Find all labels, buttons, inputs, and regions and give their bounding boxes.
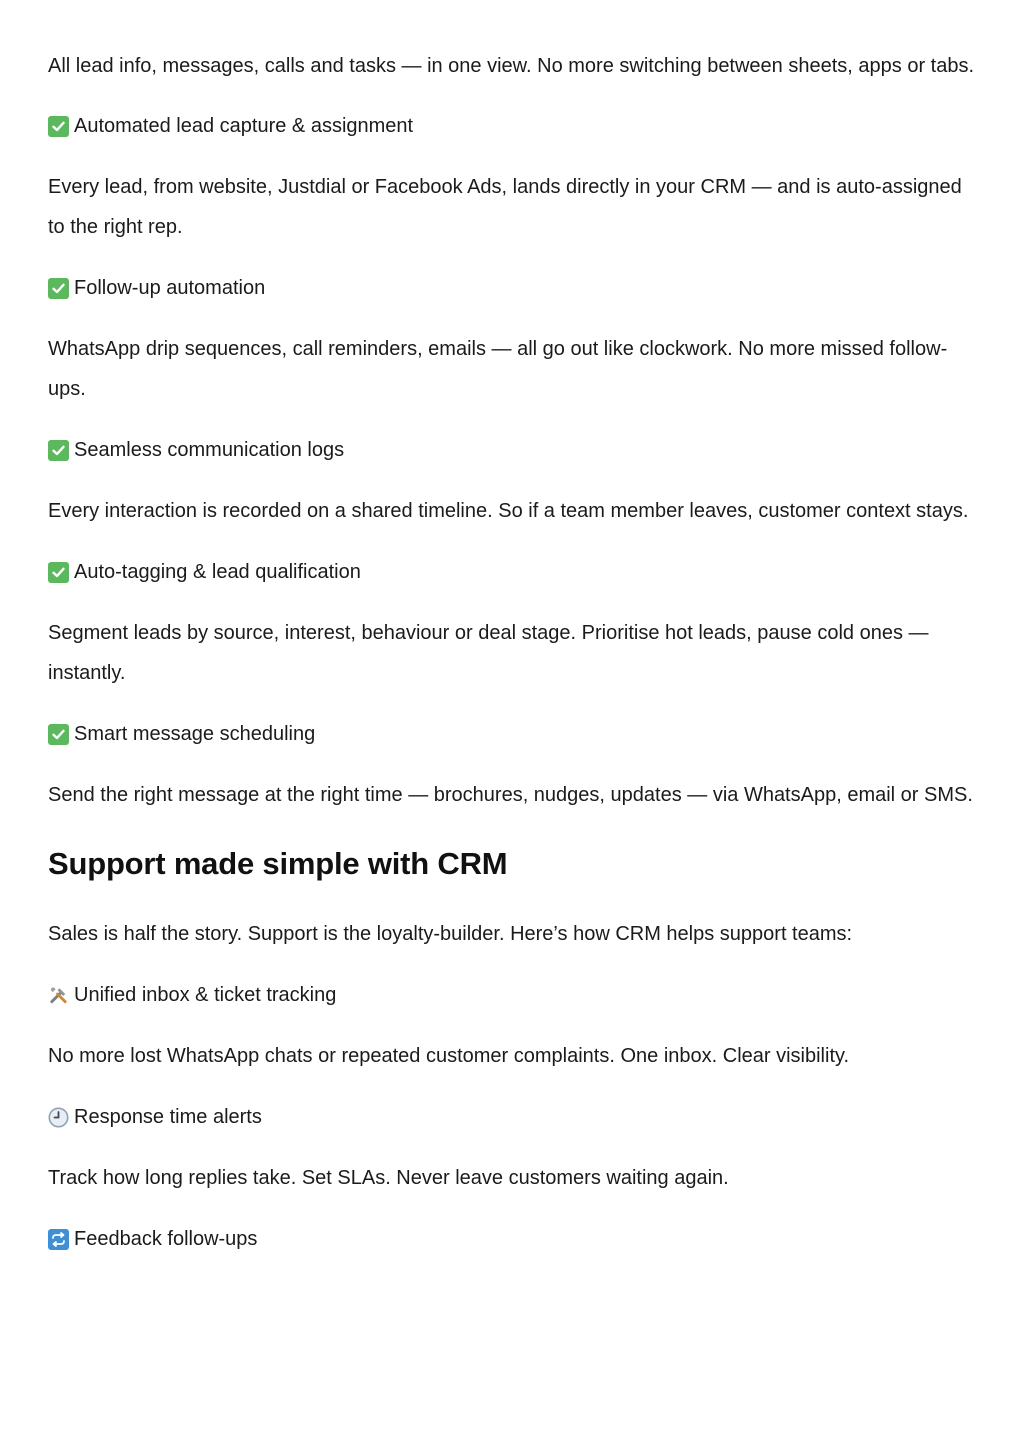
check-mark-icon bbox=[48, 440, 69, 461]
check-mark-icon bbox=[48, 724, 69, 745]
feature-title: Follow-up automation bbox=[74, 276, 266, 299]
feature-description: WhatsApp drip sequences, call reminders, emails — all go out like clockwork. No more missed follow-ups. bbox=[48, 338, 948, 400]
feature-lead-capture bbox=[48, 106, 983, 146]
feature-feedback-follow-ups bbox=[48, 1219, 983, 1259]
feature-title: Response time alerts bbox=[74, 1105, 262, 1128]
feature-title: Unified inbox & ticket tracking bbox=[74, 983, 337, 1006]
feature-title: Smart message scheduling bbox=[74, 722, 316, 745]
intro-paragraph: All lead info, messages, calls and tasks — in one view. No more switching between sheets, apps or tabs. bbox=[48, 55, 975, 77]
feature-auto-tagging bbox=[48, 552, 983, 592]
check-mark-icon bbox=[48, 278, 69, 299]
article-body bbox=[48, 0, 983, 1259]
feature-title: Auto-tagging & lead qualification bbox=[74, 560, 361, 583]
feature-unified-inbox bbox=[48, 975, 983, 1015]
feature-description: No more lost WhatsApp chats or repeated customer complaints. One inbox. Clear visibility. bbox=[48, 1045, 850, 1067]
feature-description: Track how long replies take. Set SLAs. Never leave customers waiting again. bbox=[48, 1167, 729, 1189]
feature-title: Automated lead capture & assignment bbox=[74, 114, 414, 137]
section-heading: Support made simple with CRM bbox=[48, 846, 508, 881]
repeat-arrows-icon bbox=[48, 1229, 69, 1250]
feature-response-time-alerts bbox=[48, 1097, 983, 1137]
feature-title: Feedback follow-ups bbox=[74, 1227, 258, 1250]
hammer-and-wrench-icon bbox=[48, 985, 69, 1006]
section-intro: Sales is half the story. Support is the loyalty-builder. Here’s how CRM helps support teams: bbox=[48, 923, 853, 945]
feature-description: Segment leads by source, interest, behaviour or deal stage. Prioritise hot leads, pause cold ones — instantly. bbox=[48, 622, 929, 684]
feature-description: Send the right message at the right time — brochures, nudges, updates — via WhatsApp, email or SMS. bbox=[48, 784, 973, 806]
clock-icon bbox=[48, 1107, 69, 1128]
feature-description: Every interaction is recorded on a shared timeline. So if a team member leaves, customer context stays. bbox=[48, 500, 969, 522]
feature-description: Every lead, from website, Justdial or Facebook Ads, lands directly in your CRM — and is auto-assigned to the right rep. bbox=[48, 176, 962, 238]
feature-follow-up-automation bbox=[48, 268, 983, 308]
feature-message-scheduling bbox=[48, 714, 983, 754]
check-mark-icon bbox=[48, 116, 69, 137]
feature-communication-logs bbox=[48, 430, 983, 470]
check-mark-icon bbox=[48, 562, 69, 583]
feature-title: Seamless communication logs bbox=[74, 438, 345, 461]
